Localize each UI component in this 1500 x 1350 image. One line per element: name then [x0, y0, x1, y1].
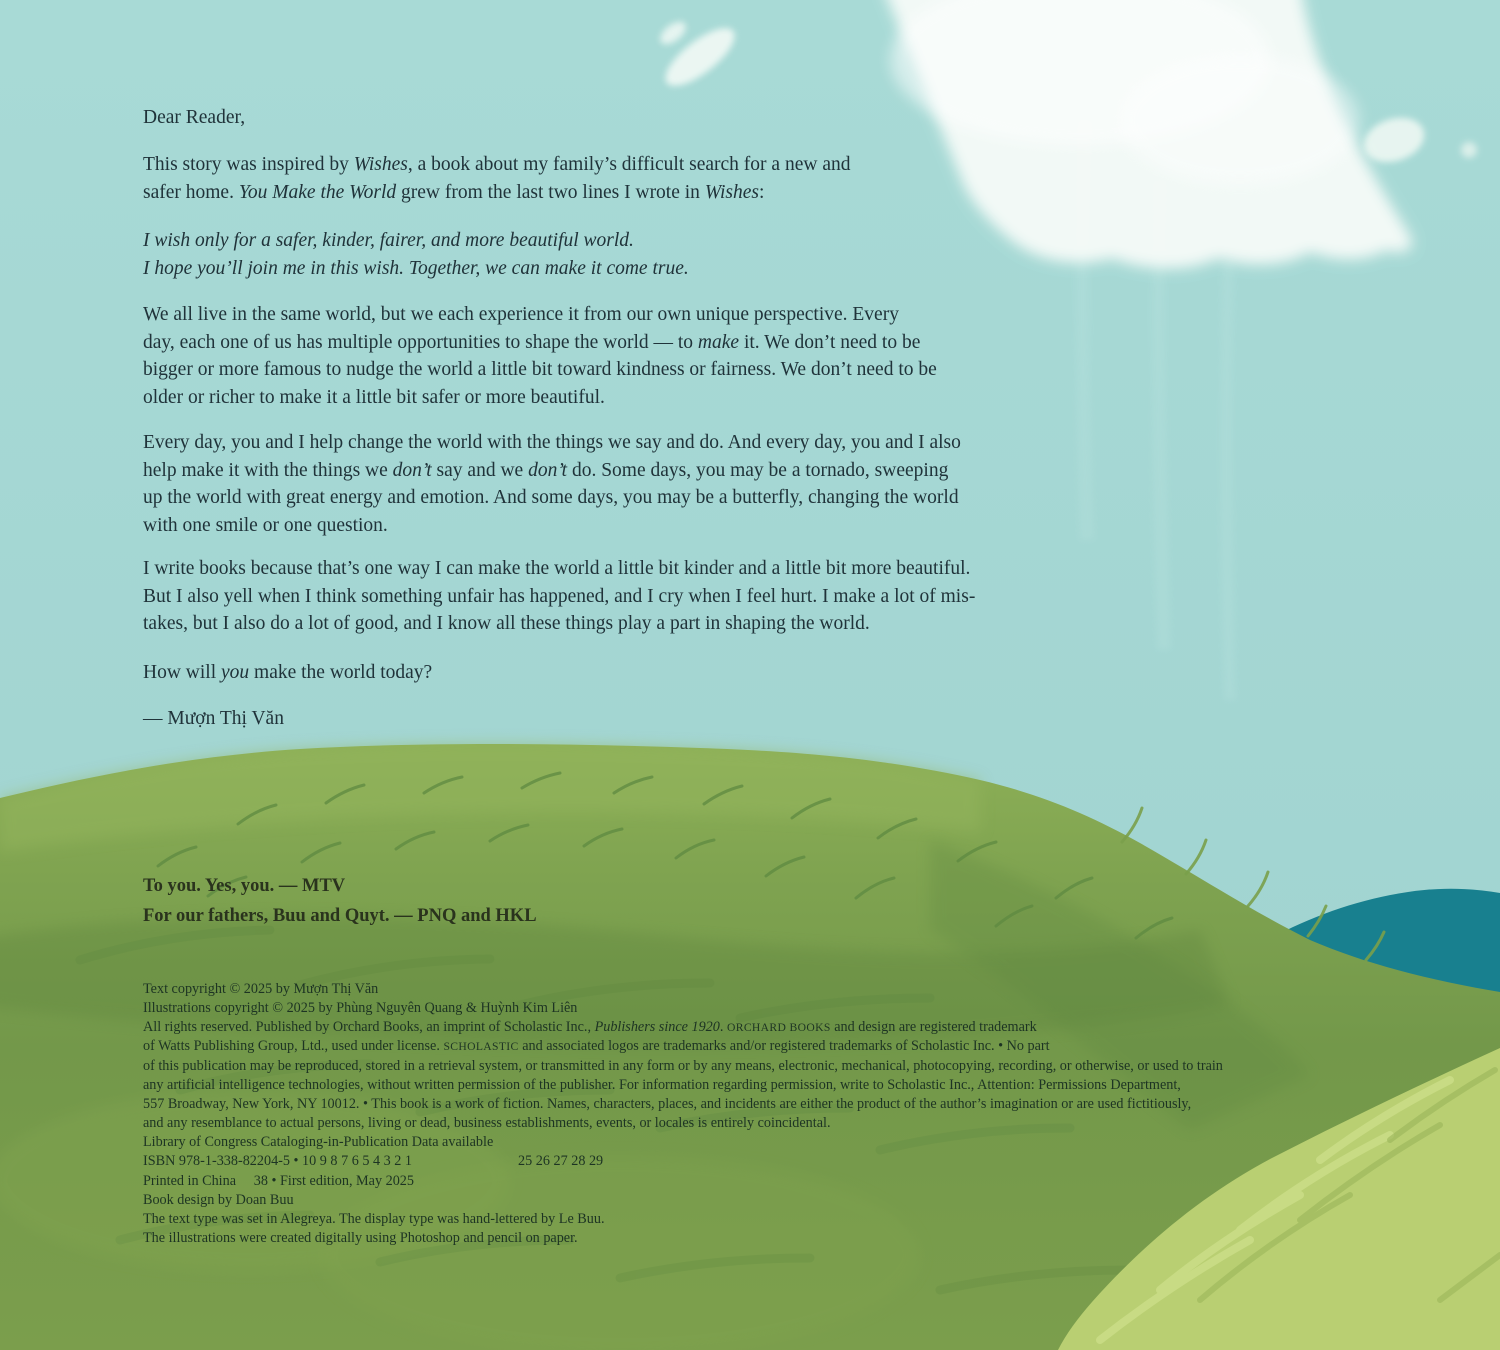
text-segment: Illustrations copyright © 2025 by Phùng Nguyên Quang & Huỳnh Kim Liên	[143, 1000, 578, 1017]
text-line	[143, 1191, 1223, 1210]
text-segment: Book design by Doan Buu	[143, 1191, 294, 1208]
text-line	[143, 1095, 1223, 1114]
text-line	[143, 872, 537, 902]
text-line	[143, 255, 689, 283]
text-line	[143, 1018, 1223, 1037]
text-segment: Printed in China 38 • First edition, May 2025	[143, 1172, 414, 1189]
text-segment: make the world today?	[249, 662, 433, 683]
text-line	[143, 384, 937, 412]
text-segment: How will	[143, 662, 221, 683]
text-segment: day, each one of us has multiple opportunities to shape the world — to	[143, 331, 698, 353]
text-line	[143, 583, 975, 611]
text-line	[143, 902, 537, 932]
text-segment: you	[221, 662, 250, 683]
text-line	[143, 999, 1223, 1018]
text-segment: older or richer to make it a little bit safer or more beautiful.	[143, 386, 605, 408]
text-line	[143, 1076, 1223, 1095]
text-line	[143, 1114, 1223, 1133]
text-segment: takes, but I also do a lot of good, and I know all these things play a part in shaping the world.	[143, 613, 870, 635]
text-line	[143, 484, 961, 512]
letter-salutation: Dear Reader,	[143, 107, 246, 128]
text-segment: ISBN 978-1-338-82204-5 • 10 9 8 7 6 5 4 3 2 1	[143, 1153, 413, 1170]
text-segment: Library of Congress Cataloging-in-Publication Data available	[143, 1134, 494, 1151]
text-line	[143, 1172, 1223, 1191]
author-signature: — Mượn Thị Văn	[143, 708, 284, 729]
letter-paragraph-inspiration	[143, 151, 850, 206]
text-segment: it. We don’t need to be	[739, 331, 921, 353]
text-segment: I write books because that’s one way I can make the world a little bit kinder and a little bit more beautiful.	[143, 558, 971, 579]
text-segment: don’t	[392, 459, 432, 481]
letter-paragraph-why-i-write	[143, 555, 975, 638]
text-segment: 25 26 27 28 29	[518, 1153, 604, 1170]
text-line	[143, 555, 975, 583]
text-segment: We all live in the same world, but we each experience it from our own unique perspective. Every	[143, 304, 899, 325]
text-segment: and design are registered trademark	[830, 1019, 1037, 1036]
text-segment: of Watts Publishing Group, Ltd., used under license.	[143, 1038, 444, 1055]
dedication-block	[143, 872, 537, 931]
text-line	[143, 1057, 1223, 1076]
text-segment: safer home.	[143, 181, 239, 203]
text-line	[143, 1152, 1223, 1171]
copyright-block	[143, 980, 1223, 1248]
text-segment: don’t	[528, 459, 568, 481]
text-segment: The text type was set in Alegreya. The display type was hand-lettered by Le Buu.	[143, 1210, 605, 1227]
text-segment: Wishes	[353, 154, 408, 175]
text-segment: SCHOLASTIC	[443, 1040, 519, 1054]
text-segment: 557 Broadway, New York, NY 10012. • This book is a work of fiction. Names, characters, places, and incidents are either the product of the author’s imagination or are used fictitiously,	[143, 1095, 1192, 1112]
text-segment: I wish only for a safer, kinder, fairer, and more beautiful world.	[143, 230, 634, 251]
text-segment: bigger or more famous to nudge the world a little bit toward kindness or fairness. We don’t need to be	[143, 359, 937, 381]
text-segment: But I also yell when I think something unfair has happened, and I cry when I feel hurt. I make a lot of mis-	[143, 585, 976, 607]
text-line	[143, 1210, 1223, 1229]
text-line	[143, 151, 850, 179]
text-line	[143, 980, 1223, 999]
text-segment: .	[719, 1019, 727, 1036]
text-segment: of this publication may be reproduced, stored in a retrieval system, or transmitted in any form or by any means, electronic, mechanical, photocopying, recording, or otherwise, or used to train	[143, 1057, 1223, 1074]
text-line	[143, 610, 975, 638]
text-segment: For our fathers, Buu and Quyt. — PNQ and HKL	[143, 905, 537, 926]
text-segment: To you. Yes, you. — MTV	[143, 876, 346, 896]
text-line	[143, 457, 961, 485]
text-line	[143, 1133, 1223, 1152]
text-segment: and any resemblance to actual persons, living or dead, business establishments, events, or locales is entirely coincidental.	[143, 1115, 831, 1132]
text-segment: , a book about my family’s difficult search for a new and	[407, 154, 851, 175]
text-line	[143, 329, 937, 357]
text-segment: All rights reserved. Published by Orchard Books, an imprint of Scholastic Inc.,	[143, 1019, 595, 1036]
text-segment: ORCHARD BOOKS	[726, 1021, 831, 1035]
text-line	[143, 512, 961, 540]
text-segment: I hope you’ll join me in this wish. Together, we can make it come true.	[143, 257, 689, 279]
text-segment: up the world with great energy and emotion. And some days, you may be a butterfly, changing the world	[143, 487, 959, 509]
text-line	[143, 179, 850, 207]
text-segment: :	[758, 181, 765, 203]
closing-question	[143, 659, 432, 687]
text-segment: grew from the last two lines I wrote in	[396, 181, 705, 203]
text-segment: Every day, you and I help change the world with the things we say and do. And every day, you and I also	[143, 432, 961, 453]
text-segment: with one smile or one question.	[143, 514, 388, 536]
text-line	[143, 659, 432, 687]
text-segment: Publishers since 1920	[594, 1019, 720, 1036]
text-segment: You Make the World	[238, 181, 397, 203]
text-line	[143, 429, 961, 457]
text-segment: The illustrations were created digitally using Photoshop and pencil on paper.	[143, 1230, 578, 1247]
text-segment: Text copyright © 2025 by Mượn Thị Văn	[143, 981, 379, 997]
text-segment: and associated logos are trademarks and/or registered trademarks of Scholastic Inc. • No part	[518, 1038, 1050, 1055]
text-segment: This story was inspired by	[143, 154, 354, 175]
text-segment: Wishes	[704, 181, 759, 203]
letter-paragraph-every-day	[143, 429, 961, 539]
text-segment: make	[697, 331, 740, 353]
text-segment: help make it with the things we	[143, 459, 393, 481]
text-segment: do. Some days, you may be a tornado, sweeping	[567, 459, 949, 481]
text-line	[143, 227, 689, 255]
text-line	[143, 1229, 1223, 1248]
text-line	[143, 301, 937, 329]
text-line	[143, 356, 937, 384]
wish-quote	[143, 227, 689, 282]
text-line	[143, 1037, 1223, 1056]
text-segment: say and we	[431, 459, 529, 481]
text-segment: any artificial intelligence technologies, without written permission of the publisher. For information regarding permission, write to Scholastic Inc., Attention: Permissions Department,	[143, 1076, 1181, 1093]
letter-paragraph-same-world	[143, 301, 937, 411]
